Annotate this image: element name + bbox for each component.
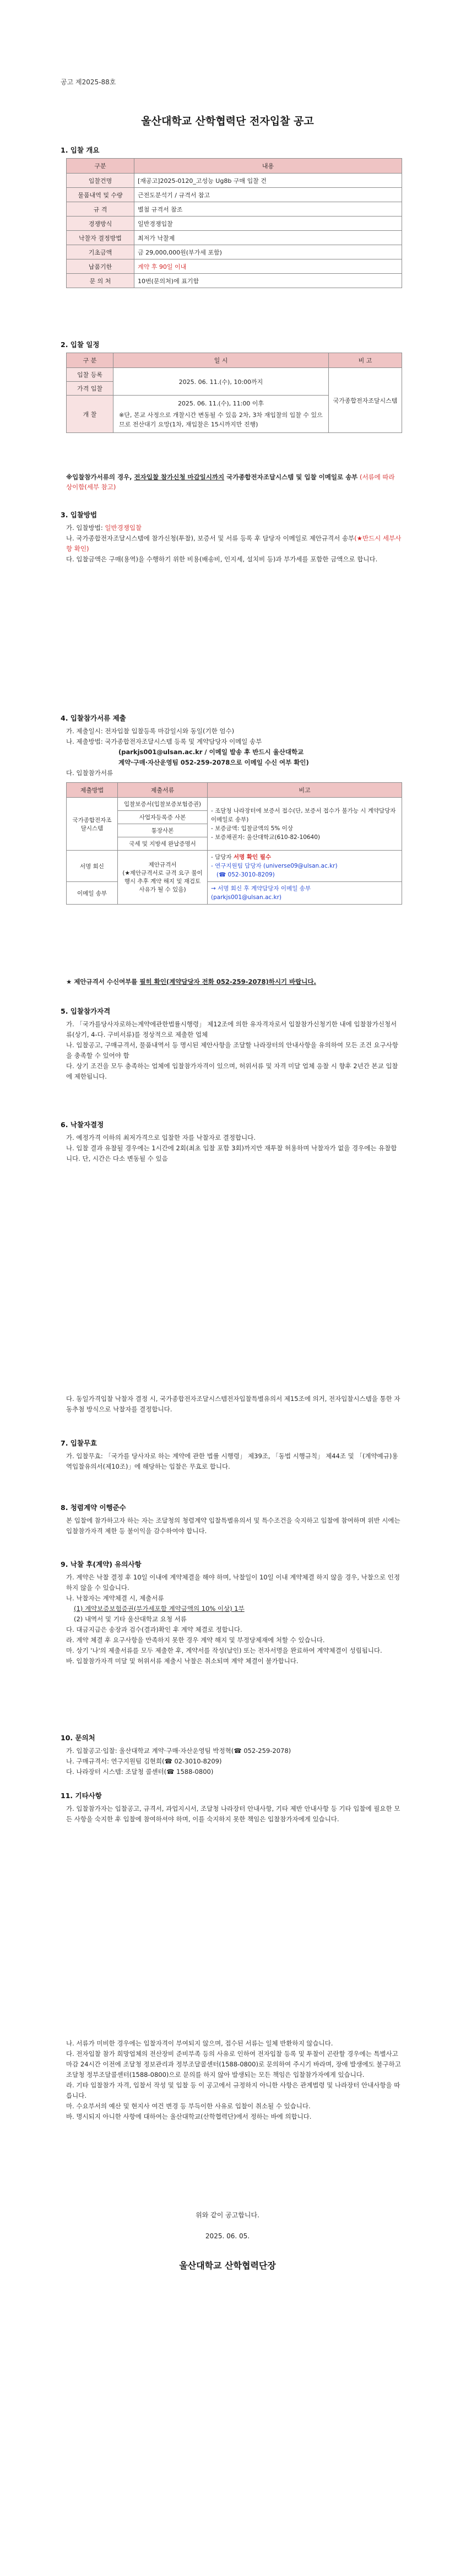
section-11-body-cont: [66, 2038, 402, 2122]
section-8-heading: 8. 청렴계약 이행준수: [61, 1503, 126, 1512]
text: - 담당자: [211, 854, 234, 861]
section-4-heading: 4. 입찰참가서류 제출: [61, 714, 126, 722]
row-value: 근전도분석기 / 규격서 참고: [134, 188, 402, 202]
text: 가. 입찰무효: 「국가를 당사자로 하는 계약에 관한 법률 시행령」 제39조, 「동법 시행규칙」 제44조 및 「(계약예규)용역입찰유의서(제10조)」에 해당하는 입찰은 무효로 합니다.: [66, 1452, 398, 1470]
page-title: 울산대학교 산학협력단 전자입찰 공고: [141, 115, 314, 127]
text: (parkjs001@ulsan.ac.kr): [211, 894, 282, 901]
signature: 울산대학교 산학협력단장: [179, 2260, 276, 2271]
text: 바. 입찰참가자격 미달 및 허위서류 제출시 낙찰은 취소되며 계약 체결이 불가합니다.: [66, 1657, 299, 1665]
doc-item: 통장사본: [118, 824, 208, 837]
col-item: 구 분: [67, 353, 113, 368]
text: 다. 동일가격입찰 낙찰자 결정 시, 국가종합전자조달시스템전자입찰특별유의서 제15조에 의거, 전자입찰시스템을 통한 자동추첨 방식으로 낙찰자를 결정합니다.: [66, 1395, 400, 1413]
row-key: 기초금액: [67, 245, 134, 259]
text: 다. 입찰참가서류: [66, 769, 113, 777]
row-key: 낙찰자 결정방법: [67, 231, 134, 245]
text: 마. 수요부서의 예산 및 현지사 여건 변경 등 부득이한 사유로 입찰이 취소될 수 있습니다.: [66, 2102, 311, 2110]
section-8-body: [66, 1516, 402, 1536]
footnote-part: 국가종합전자조달시스템 및 입찰 이메일로 송부: [224, 473, 358, 481]
text: → 서명 회신 후 계약담당자 이메일 송부: [211, 885, 311, 892]
text: 가. 입찰공고·입찰: 울산대학교 계약·구매·자산운영팀 박정혁(☎ 052-259-2078): [66, 1747, 291, 1755]
text: 계약·구매·자산운영팀 052-259-2078으로 이메일 수신 여부 확인): [118, 759, 309, 766]
text: (1) 계약보증보험증권(부가세포함 계약금액의 10% 이상) 1부: [74, 1605, 245, 1612]
date-2: 2025. 06. 11.(수), 11:00 이후: [177, 400, 264, 407]
text: 마. 상기 '나'의 제출서류를 모두 제출한 후, 계약서를 작성(날인) 또는 전자서명을 완료하여 계약체결이 성립됩니다.: [66, 1647, 382, 1654]
row-value: 최저가 낙찰제: [134, 231, 402, 245]
text: 나. 낙찰자는 계약체결 시, 제출서류: [66, 1594, 164, 1602]
table-row: [67, 217, 402, 231]
col-note: 비고: [208, 783, 402, 798]
docs-2: 제안규격서 (★제안규격서로 규격 요구 불이행시 추후 계약 해지 및 재검토 사유가 될 수 있음): [118, 851, 208, 905]
doc-item: 입찰보증서(입찰보증보험증권): [118, 798, 208, 811]
note-2: [208, 851, 402, 882]
open-label: 개 찰: [67, 396, 113, 433]
section-11-body: [66, 1804, 402, 1825]
closing-text: 위와 같이 공고합니다.: [196, 2211, 259, 2219]
table-row: [67, 259, 402, 274]
footnote-part: ※입찰참가서류의 경우,: [66, 473, 134, 481]
notice-number: 공고 제2025-88호: [61, 78, 116, 86]
row-value: 별첨 규격서 참조: [134, 202, 402, 217]
text: 가. 「국가를당사자로하는계약에관한법률시행령」 제12조에 의한 유자격자로서 입찰참가신청기한 내에 입찰참가신청서류(상기, 4-다. 구비서류)를 정상적으로 제출한 업체: [66, 1020, 397, 1038]
text: 라. 계약 체결 후 요구사항을 만족하지 못한 경우 계약 해지 및 부정당제재에 처할 수 있습니다.: [66, 1636, 325, 1644]
section-5-heading: 5. 입찰참가자격: [61, 1007, 111, 1015]
text: (2) 내역서 및 기타 울산대학교 요청 서류: [74, 1615, 187, 1623]
col-note: 비 고: [329, 353, 402, 368]
method-2: 서명 회신: [67, 851, 118, 882]
section-11-heading: 11. 기타사항: [61, 1792, 102, 1800]
note-1: - 조달청 나라장터에 보증서 접수(단, 보증서 접수가 불가능 시 계약담당자 이메일로 송부) - 보증금액: 입찰금액의 5% 이상 - 보증채권자: 울산대학교(610-82-10640): [208, 798, 402, 851]
section-6-body: [66, 1133, 402, 1164]
row-key: 문 의 처: [67, 274, 134, 288]
method-3: 이메일 송부: [67, 882, 118, 905]
col-date: 일 시: [113, 353, 329, 368]
open-note: ※단, 본교 사정으로 개찰시간 변동될 수 있음 2차, 3차 재입찰의 입찰 수 있으므로 전산대기 요망(1차, 재입찰은 15시까지만 진행): [119, 412, 323, 428]
text: 가. 입찰참가자는 입찰공고, 규격서, 과업지시서, 조달청 나라장터 안내사항, 기타 제반 안내사항 등 기타 입찰에 필요한 모든 사항을 숙지한 후 입찰에 참여하셔야 하며, 이를 숙지하지 못한 책임은 입찰참가자에게 있습니다.: [66, 1805, 400, 1823]
row-key: 경쟁방식: [67, 217, 134, 231]
table-row: [67, 202, 402, 217]
open-cell: [113, 396, 329, 433]
section-10-heading: 10. 문의처: [61, 1734, 95, 1742]
col-docs: 제출서류: [118, 783, 208, 798]
schedule-footnote: [66, 472, 402, 492]
text: (☎ 052-3010-8209): [216, 872, 275, 878]
overview-table: [66, 158, 402, 288]
text: 다. 전자입찰 참가 희망업체의 전산장비 준비부족 등의 사유로 인하여 전자입찰 등록 및 투찰이 곤란할 경우에는 특별사고 마감 24시간 이전에 조달청 정보관리과 정부조달콜센터(1588-0800)로 문의하여 주시기 바라며, 장애 발생에도 불구하고 조달청 정부조달콜센터(1588-0800)으로 문의를 하지 않아 발생되는 모든 책임은 입찰참가자에게 있습니다.: [66, 2050, 401, 2079]
row-value: 금 29,000,000원(부가세 포함): [134, 245, 402, 259]
section-3-body: [66, 523, 402, 565]
text: 나. 서류가 미비한 경우에는 입찰자격이 부여되지 않으며, 접수된 서류는 일체 반환하지 않습니다.: [66, 2039, 333, 2047]
col-method: 제출방법: [67, 783, 118, 798]
text: 가. 계약은 낙찰 결정 후 10일 이내에 계약체결을 해야 하며, 낙찰일이 10일 이내 계약체결 하지 않을 경우, 낙찰으로 인정하지 않을 수 있습니다.: [66, 1573, 400, 1592]
text: (★반드시 세부사항 확인): [66, 534, 402, 553]
footnote-part: 전자입찰 참가신청 마감일시까지: [134, 473, 225, 481]
section-9-body: [66, 1572, 402, 1666]
text: 나. 구매규격서: 연구지원팀 김현희(☎ 02-3010-8209): [66, 1757, 222, 1765]
section-3-heading: 3. 입찰방법: [61, 511, 98, 519]
table-row: [67, 174, 402, 188]
text: 일반경쟁입찰: [105, 524, 142, 532]
reg-label: 입찰 등록: [67, 368, 113, 382]
schedule-table: [66, 353, 402, 433]
date-1: 2025. 06. 11.(수), 10:00까지: [113, 368, 329, 396]
text: 본 입찰에 참가하고자 하는 자는 조달청의 청렴계약 입찰특별유의서 및 특수조건을 숙지하고 입찰에 참여하며 위반 시에는 입찰참가자격 제한 등 불이익을 감수하여야 합니다.: [66, 1517, 400, 1535]
documents-footnote: [66, 977, 402, 987]
section-1-heading: 1. 입찰 개요: [61, 146, 100, 154]
doc-item: 사업자등록증 사본: [118, 811, 208, 824]
section-7-body: [66, 1451, 402, 1472]
section-10-body: [66, 1746, 402, 1777]
section-7-heading: 7. 입찰무효: [61, 1439, 98, 1447]
text: 다. 상기 조건을 모두 충족하는 업체에 입찰참가자격이 있으며, 허위서류 및 자격 미달 업체 응찰 시 향후 2년간 본교 입찰에 제한됩니다.: [66, 1062, 398, 1080]
text: 다. 대금지급은 송장과 검수(결과)확인 후 계약 체결로 정합니다.: [66, 1626, 242, 1633]
text: ★ 제안규격서 수신여부를: [66, 978, 140, 986]
row-key: 규 격: [67, 202, 134, 217]
col-item: 구분: [67, 159, 134, 174]
note-3: [208, 882, 402, 905]
table-row: [67, 188, 402, 202]
documents-table: [66, 782, 402, 905]
row-value: 계약 후 90일 이내: [134, 259, 402, 274]
text: 서명 확인 필수: [233, 854, 272, 861]
section-9-heading: 9. 낙찰 후(계약) 유의사항: [61, 1560, 142, 1568]
text: 나. 입찰 결과 유찰될 경우에는 1시간에 2회(최초 입찰 포함 3회)까지만 재투찰 허용하며 낙찰자가 없을 경우에는 유찰합니다. 단, 시간은 다소 변동될 수 있음: [66, 1144, 397, 1162]
text: 나. 입찰공고, 구매규격서, 물품내역서 등 명시된 제안사항을 조달할 나라장터의 안내사항을 유의하여 모든 조건 요구사항을 충족할 수 있어야 함: [66, 1041, 398, 1059]
section-6-heading: 6. 낙찰자결정: [61, 1121, 104, 1129]
row-key: 납품기한: [67, 259, 134, 274]
row-key: 물품내역 및 수량: [67, 188, 134, 202]
text: 다. 입찰금액은 구매(용역)을 수행하기 위한 비용(배송비, 인지세, 설치비 등)과 부가세를 포함한 금액으로 합니다.: [66, 555, 378, 563]
section-2-heading: 2. 입찰 일정: [61, 340, 100, 349]
text: - 연구지원팀 담당자 (universe09@ulsan.ac.kr): [211, 863, 338, 869]
method-1: 국가종합전자조달시스템: [67, 798, 118, 851]
text: (parkjs001@ulsan.ac.kr / 이메일 발송 후 반드시 울산대학교: [118, 748, 304, 756]
table-row: [67, 274, 402, 288]
row-value: 10번(문의처)에 표기함: [134, 274, 402, 288]
table-row: [67, 231, 402, 245]
text: 나. 국가종합전자조달시스템에 참가신청(투찰), 보증서 및 서류 등록 후 담당자 이메일로 제안규격서 송부: [66, 534, 355, 542]
section-4-body: [66, 726, 402, 778]
text: 가. 입찰방법:: [66, 524, 105, 532]
text: 바. 명시되지 아니한 사항에 대하여는 울산대학교(산학협력단)에서 정하는 바에 의합니다.: [66, 2113, 312, 2120]
text: 나. 제출방법: 국가종합전자조달시스템 등록 및 계약담당자 이메일 송부: [66, 738, 262, 745]
schedule-note: 국가종합전자조달시스템: [329, 368, 402, 433]
text: 라. 기타 입찰참가 자격, 입찰서 작성 및 입찰 등 이 공고에서 규정하지 아니한 사항은 관계법령 및 나라장터 안내사항을 따릅니다.: [66, 2081, 400, 2099]
footnote-part: (서류에 따라 상이함(세부 참고): [66, 473, 395, 491]
notice-date: 2025. 06. 05.: [205, 2232, 250, 2240]
section-6-body-cont: [66, 1394, 402, 1415]
row-key: 입찰건명: [67, 174, 134, 188]
row-value: [재공고]2025-0120_고성능 Ug8b 구매 입찰 건: [134, 174, 402, 188]
row-value: 일반경쟁입찰: [134, 217, 402, 231]
text: 필히 확인(계약담당자 전화 052-259-2078)하시기 바랍니다.: [139, 978, 316, 986]
section-5-body: [66, 1019, 402, 1082]
text: 가. 제출일시: 전자입찰 입찰등록 마감일시와 동일(기한 엄수): [66, 727, 235, 735]
text: 다. 나라장터 시스템: 조달청 콜센터(☎ 1588-0800): [66, 1768, 214, 1776]
doc-item: 국세 및 지방세 완납증명서: [118, 837, 208, 851]
price-label: 가격 입찰: [67, 382, 113, 396]
table-row: [67, 245, 402, 259]
col-content: 내용: [134, 159, 402, 174]
text: 가. 예정가격 이하의 최저가격으로 입찰한 자를 낙찰자로 결정합니다.: [66, 1134, 256, 1141]
